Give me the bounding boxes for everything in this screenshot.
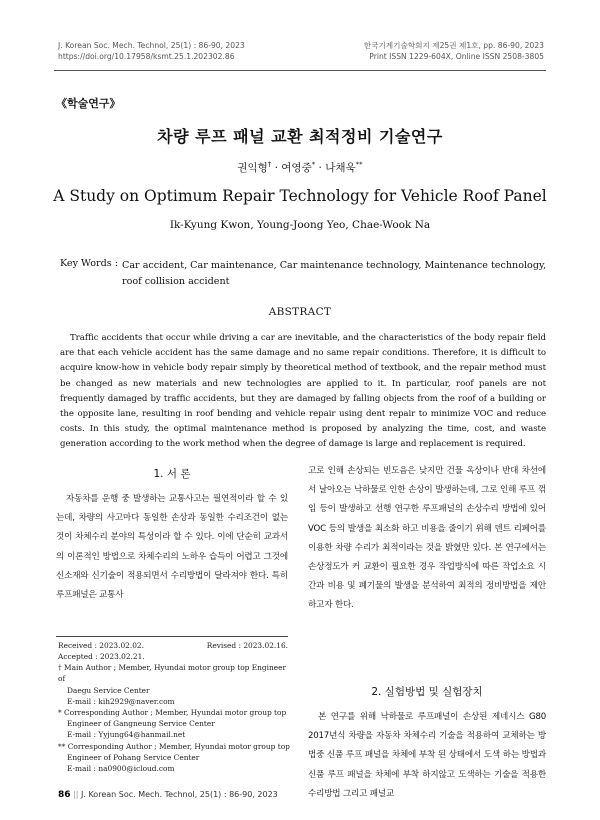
abstract-body: Traffic accidents that occur while driving a car are inevitable, and the characteristics of the body repair field are that each vehicle accident has the same damage and no same repair conditions. Therefore, it is difficult to acquire know-how in vehicle body repair simply by theoretical method of textbook, and the repair method must be changed as new materials and new technologies are applied to it. In particular, roof panels are not frequently damaged by traffic accidents, but they are damaged by falling objects from the roof of a building or the opposite lane, resulting in roof bending and vehicle repair using dent repair to minimize VOC and reduce costs. In this study, the optimal maintenance method is proposed by analyzing the time, cost, and waste generation according to the work method when the degree of damage is large and replacement is required. bbox=[60, 333, 546, 450]
article-category: 《학술연구》 bbox=[56, 97, 121, 110]
footer-citation: J. Korean Soc. Mech. Technol, 25(1) : 86-90, 2023 bbox=[81, 790, 278, 799]
footnote-corresponding-1-email[interactable]: E-mail : Yyjung64@hanmail.net bbox=[67, 730, 186, 740]
journal-citation: J. Korean Soc. Mech. Technol, 25(1) : 86-90, 2023 bbox=[58, 41, 245, 50]
footnote-corresponding-2: ** Corresponding Author ; Member, Hyundai motor group top bbox=[58, 741, 290, 751]
page-number: 86 bbox=[58, 790, 71, 800]
revised-date: Revised : 2023.02.16. bbox=[206, 641, 288, 650]
author-2: 여영중 bbox=[281, 162, 312, 174]
abstract-title: ABSTRACT bbox=[268, 306, 332, 318]
journal-citation-ko: 한국기계기술학회지 제25권 제1호, pp. 86-90, 2023 bbox=[363, 41, 544, 50]
author-3-mark: ** bbox=[355, 160, 363, 169]
issn-info: Print ISSN 1229-604X, Online ISSN 2508-3805 bbox=[369, 52, 544, 61]
keywords-label: Key Words : bbox=[60, 258, 118, 269]
footnote-main-author: † Main Author ; Member, Hyundai motor group top Engineer of bbox=[58, 663, 287, 684]
title-korean: 차량 루프 패널 교환 최적정비 기술연구 bbox=[157, 127, 443, 146]
authors-korean bbox=[0, 160, 600, 175]
section-2-body: 본 연구를 위해 낙하물로 루프패널이 손상된 제네시스 G80 2017년식 차량을 자동차 차체수리 기술을 적용하여 교체하는 방법중 신품 루프 패널을 차체에 부착 된 상태에서 도색 하는 방법과 신품 루프 패널을 차체에 부착 하지않고 도색하는 기술을 적용한 수리방법 그리고 패널교 bbox=[308, 712, 546, 799]
footnote-divider bbox=[56, 636, 288, 637]
footnote-corresponding-1: * Corresponding Author ; Member, Hyundai motor group top bbox=[58, 708, 287, 718]
keywords-text: Car accident, Car maintenance, Car maintenance technology, Maintenance technology, roof collision accident bbox=[122, 260, 547, 287]
received-date-row bbox=[56, 640, 288, 651]
footnote-corresponding-1-affiliation: Engineer of Gangneung Service Center bbox=[67, 719, 215, 729]
running-header-right bbox=[364, 40, 544, 62]
author-1-mark: † bbox=[267, 160, 272, 169]
footer-separator: || bbox=[73, 790, 82, 799]
footnotes-block bbox=[56, 651, 290, 774]
author-separator: · bbox=[271, 162, 282, 174]
section-1-heading: 1. 서 론 bbox=[153, 468, 191, 480]
doi-link[interactable]: https://doi.org/10.17958/ksmt.25.1.202302.86 bbox=[58, 52, 235, 61]
section-2-heading: 2. 실험방법 및 실험장치 bbox=[371, 686, 483, 698]
header-divider bbox=[54, 70, 546, 71]
author-2-mark: * bbox=[311, 160, 316, 169]
page-footer bbox=[58, 790, 278, 800]
author-3: 나채욱 bbox=[325, 162, 356, 174]
author-separator: · bbox=[315, 162, 326, 174]
authors-english: Ik-Kyung Kwon, Young-Joong Yeo, Chae-Wook Na bbox=[169, 219, 431, 231]
section-1-body-right: 고로 인해 손상되는 빈도음은 낮지만 건물 옥상이나 반대 차선에서 날아오는 낙하물로 인한 손상이 발생하는데, 그로 인해 루프 꺾임 등이 발생하고 선행 연구한 루프패널의 손상수리 방법에 있어 VOC 등의 발생을 최소화 하고 비용을 줄이기 위해 덴트 리페어를 이용한 차량 수리가 최적이라는 것을 밝혔만 있다. 본 연구에서는 손상정도가 커 교환이 필요한 경우 작업방식에 따른 작업소요 시간과 비용 및 폐기물의 발생을 분석하여 최적의 정비방법을 제안하고자 한다. bbox=[308, 466, 546, 611]
running-header-left bbox=[58, 40, 245, 62]
section-1-body-left: 자동차를 운행 중 발생하는 교통사고는 필연적이라 할 수 있는데, 차량의 사고마다 동일한 손상과 동일한 수리조건이 없는 것이 차체수리 분야의 특성이라 할 수 있다. 이에 단순히 교과서의 이론적인 방법으로 차체수리의 노하우 습득이 어렵고 그것에 신소재와 신기술이 적용되면서 수리방법이 달라져야 한다. 특히 루프패널은 교통사 bbox=[56, 494, 288, 601]
footnote-corresponding-2-email[interactable]: E-mail : na0900@icloud.com bbox=[67, 764, 175, 774]
footnote-corresponding-2-affiliation: Engineer of Pohang Service Center bbox=[67, 752, 200, 762]
author-1: 권익형 bbox=[237, 162, 268, 174]
received-date: Received : 2023.02.02. bbox=[58, 641, 144, 650]
footnote-main-author-affiliation: Daegu Service Center bbox=[67, 685, 150, 695]
footnote-main-author-email[interactable]: E-mail : kih2929@naver.com bbox=[67, 696, 175, 706]
title-english: A Study on Optimum Repair Technology for Vehicle Roof Panel bbox=[53, 187, 547, 205]
accepted-date: Accepted : 2023.02.21. bbox=[58, 652, 145, 661]
